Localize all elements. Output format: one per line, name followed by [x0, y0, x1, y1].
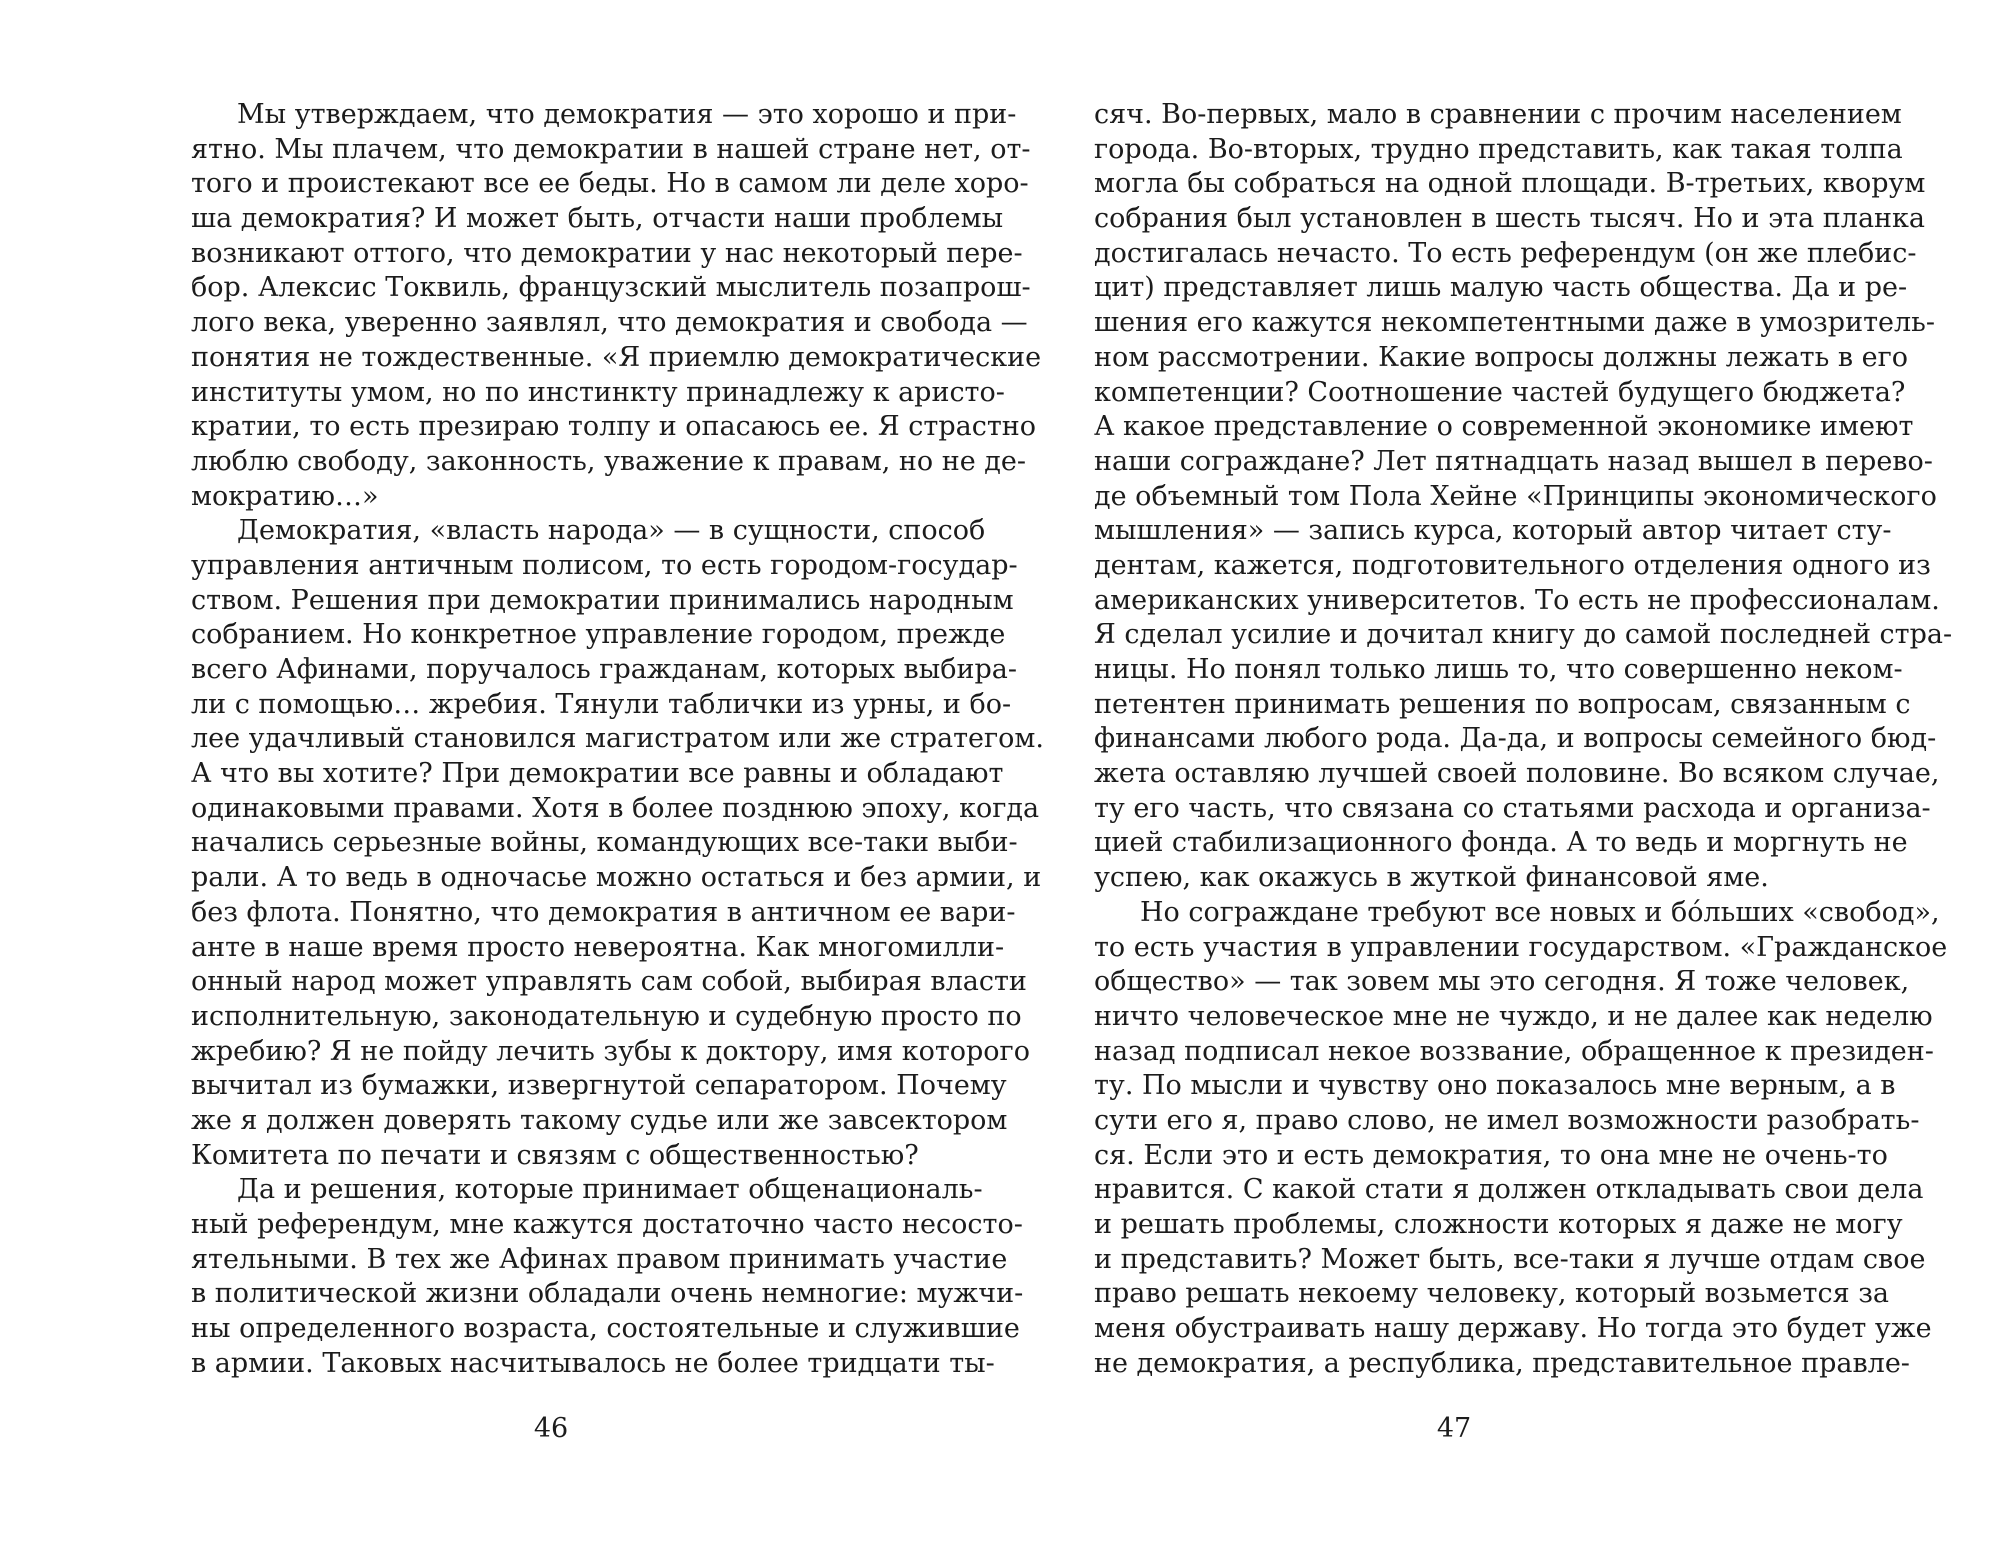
text-line: меня обустраивать нашу державу. Но тогда это будет уже — [1094, 1313, 1932, 1345]
text-line: люблю свободу, законность, уважение к правам, но не де- — [191, 445, 1027, 477]
text-line: институты умом, но по инстинкту принадлежу к аристо- — [191, 376, 1005, 408]
text-line: американских университетов. То есть не профессионалам. — [1094, 584, 1940, 616]
text-line: Да и решения, которые принимает общенациональ- — [237, 1174, 983, 1206]
text-line: то есть участия в управлении государством. «Гражданское — [1094, 931, 1948, 963]
text-line: Демократия, «власть народа» — в сущности, способ — [237, 515, 986, 547]
text-line: сути его я, право слово, не имел возможности разобрать- — [1094, 1104, 1920, 1136]
text-line: петентен принимать решения по вопросам, связанным с — [1094, 688, 1911, 720]
text-line: А какое представление о современной экономике имеют — [1094, 411, 1914, 443]
text-line: исполнительную, законодательную и судебную просто по — [191, 1000, 1022, 1032]
text-line: анте в наше время просто невероятна. Как многомилли- — [191, 931, 1005, 963]
text-line: и решать проблемы, сложности которых я даже не могу — [1094, 1209, 1903, 1240]
text-line: ся. Если это и есть демократия, то она мне не очень-то — [1094, 1139, 1888, 1171]
text-line: наши сограждане? Лет пятнадцать назад вышел в перево- — [1094, 445, 1933, 477]
text-line: ницы. Но понял только лишь то, что совершенно неком- — [1094, 654, 1903, 685]
text-line: де объемный том Пола Хейне «Принципы экономического — [1094, 480, 1937, 512]
text-line: мышления» — запись курса, который автор читает сту- — [1094, 515, 1892, 547]
text-line: Мы утверждаем, что демократия — это хорошо и при- — [237, 99, 1017, 130]
text-line: могла бы собраться на одной площади. В-третьих, кворум — [1094, 168, 1926, 200]
left-page-text — [191, 98, 1044, 1381]
text-line: право решать некоему человеку, который возьмется за — [1094, 1278, 1890, 1310]
text-line: шения его кажутся некомпетентными даже в умозритель- — [1094, 307, 1935, 339]
text-line: онный народ может управлять сам собой, выбирая власти — [191, 966, 1027, 998]
right-page-number: 47 — [1436, 1413, 1472, 1444]
text-line: ством. Решения при демократии принимались народным — [191, 584, 1014, 616]
text-line: компетенции? Соотношение частей будущего бюджета? — [1094, 376, 1906, 408]
text-line: лее удачливый становился магистратом или же стратегом. — [191, 723, 1044, 755]
text-line: успею, как окажусь в жуткой финансовой яме. — [1094, 862, 1769, 894]
text-line: ный референдум, мне кажутся достаточно часто несосто- — [191, 1209, 1023, 1240]
text-line: нравится. С какой стати я должен откладывать свои дела — [1094, 1174, 1924, 1206]
right-page-text — [1094, 98, 1953, 1381]
text-line: Комитета по печати и связям с общественностью? — [191, 1139, 919, 1171]
text-line: же я должен доверять такому судье или же завсектором — [191, 1104, 1008, 1136]
text-line: одинаковыми правами. Хотя в более позднюю эпоху, когда — [191, 792, 1040, 824]
text-line: в армии. Таковых насчитывалось не более тридцати ты- — [191, 1347, 995, 1379]
text-line: бор. Алексис Токвиль, французский мыслитель позапрош- — [191, 272, 1031, 304]
text-line: жребию? Я не пойду лечить зубы к доктору, имя которого — [191, 1035, 1030, 1067]
text-line: финансами любого рода. Да-да, и вопросы семейного бюд- — [1094, 723, 1937, 755]
text-line: начались серьезные войны, командующих все-таки выби- — [191, 827, 1018, 859]
text-line: и представить? Может быть, все-таки я лучше отдам свое — [1094, 1243, 1926, 1275]
text-line: без флота. Понятно, что демократия в античном ее вари- — [191, 896, 1016, 928]
text-line: вычитал из бумажки, извергнутой сепаратором. Почему — [191, 1070, 1007, 1102]
text-line: возникают оттого, что демократии у нас некоторый пере- — [191, 237, 1023, 269]
text-line: в политической жизни обладали очень немногие: мужчи- — [191, 1278, 1024, 1310]
text-line: Но сограждане требуют все новых и бóльших «свобод», — [1140, 896, 1940, 928]
text-line: ту. По мысли и чувству оно показалось мне верным, а в — [1094, 1070, 1896, 1102]
text-line: Я сделал усилие и дочитал книгу до самой последней стра- — [1094, 619, 1953, 651]
text-line: рали. А то ведь в одночасье можно остаться и без армии, и — [191, 862, 1042, 894]
text-line: ничто человеческое мне не чуждо, и не далее как неделю — [1094, 1000, 1933, 1032]
text-line: ша демократия? И может быть, отчасти наши проблемы — [191, 203, 1004, 235]
text-line: кратии, то есть презираю толпу и опасаюсь ее. Я страстно — [191, 411, 1037, 443]
text-line: ном рассмотрении. Какие вопросы должны лежать в его — [1094, 341, 1909, 373]
text-line: А что вы хотите? При демократии все равны и обладают — [191, 758, 1004, 790]
text-line: ли с помощью… жребия. Тянули таблички из урны, и бо- — [191, 688, 1012, 720]
text-line: управления античным полисом, то есть городом-государ- — [191, 549, 1018, 581]
text-line: цией стабилизационного фонда. А то ведь и моргнуть не — [1094, 827, 1908, 859]
text-line: лого века, уверенно заявлял, что демократия и свобода — — [191, 307, 1028, 339]
text-line: ны определенного возраста, состоятельные и служившие — [191, 1313, 1020, 1345]
text-line: собранием. Но конкретное управление городом, прежде — [191, 619, 1006, 651]
text-line: не демократия, а республика, представительное правле- — [1094, 1347, 1910, 1379]
text-line: назад подписал некое воззвание, обращенное к президен- — [1094, 1035, 1934, 1067]
left-page-number: 46 — [533, 1413, 569, 1444]
text-line: дентам, кажется, подготовительного отделения одного из — [1094, 549, 1931, 581]
text-line: ятельными. В тех же Афинах правом принимать участие — [191, 1243, 1008, 1275]
text-line: всего Афинами, поручалось гражданам, которых выбира- — [191, 654, 1017, 685]
text-line: сяч. Во-первых, мало в сравнении с прочим населением — [1094, 99, 1902, 130]
text-line: ятно. Мы плачем, что демократии в нашей стране нет, от- — [191, 133, 1031, 165]
text-line: ту его часть, что связана со статьями расхода и организа- — [1094, 792, 1931, 824]
text-line: достигалась нечасто. То есть референдум (он же плебис- — [1094, 237, 1917, 269]
text-line: общество» — так зовем мы это сегодня. Я тоже человек, — [1094, 966, 1910, 998]
text-line: собрания был установлен в шесть тысяч. Но и эта планка — [1094, 203, 1926, 235]
text-line: понятия не тождественные. «Я приемлю демократические — [191, 341, 1042, 373]
text-line: города. Во-вторых, трудно представить, как такая толпа — [1094, 133, 1903, 165]
text-line: цит) представляет лишь малую часть общества. Да и ре- — [1094, 272, 1908, 304]
text-line: жета оставляю лучшей своей половине. Во всяком случае, — [1094, 758, 1940, 790]
text-line: того и проистекают все ее беды. Но в самом ли деле хоро- — [191, 168, 1029, 200]
text-line: мократию…» — [191, 480, 379, 512]
